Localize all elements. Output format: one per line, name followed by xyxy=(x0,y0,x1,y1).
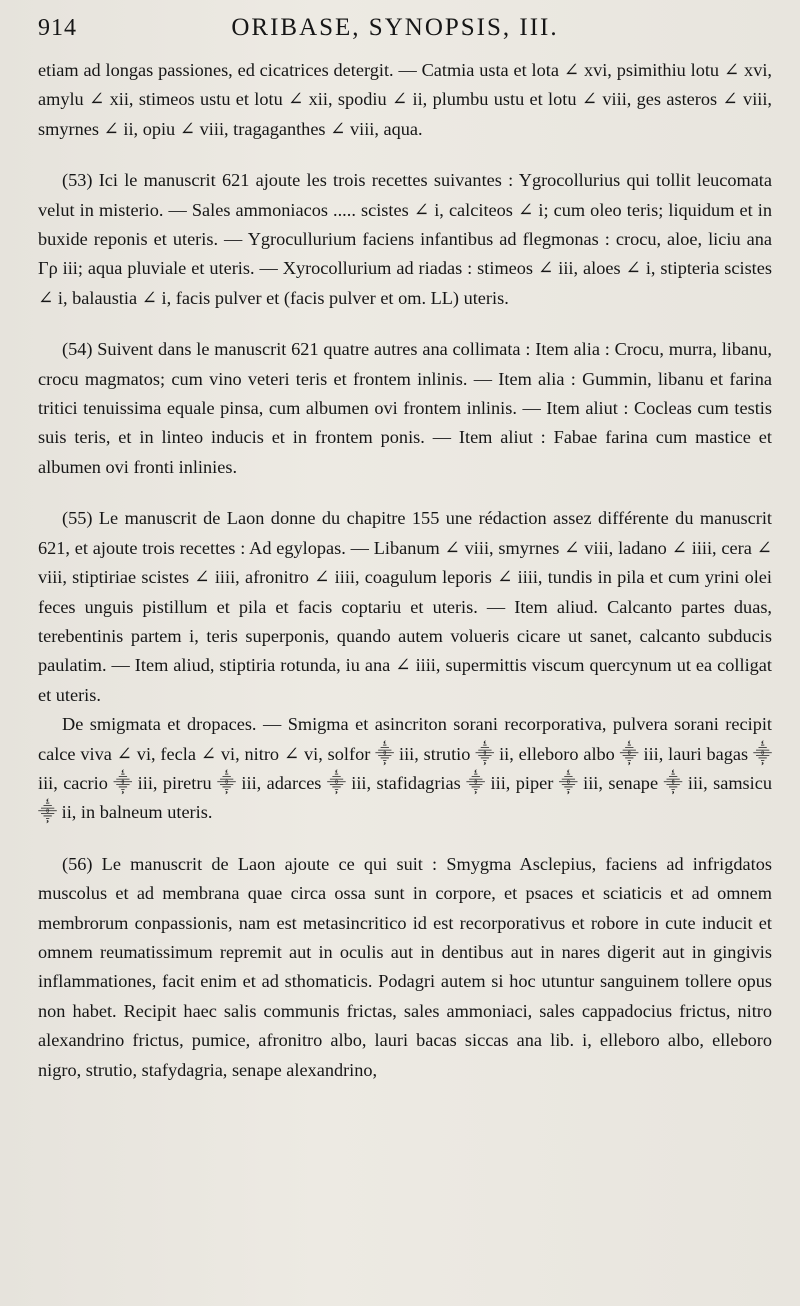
note-55: (55) Le manuscrit de Laon donne du chapitre 155 une rédaction assez différente du manuscrit 621, et ajoute trois recettes : Ad egylopas. — Libanum ∠ viii, smyrnes ∠ viii, ladano ∠ iiii, cera ∠ viii, stiptiriae scistes ∠ iiii, afronitro ∠ iiii, coagulum leporis ∠ iiii, tundis in pila et cum yrini olei feces unguis pistillum et pila et facis coptariu et uteris. — Item aliud. Calcanto partes duas, terebentinis partem i, teris superponis, quando autem volueris cicare ut sanet, calcanto subducis paulatim. — Item aliud, stiptiria rotunda, iu ana ∠ iiii, supermittis viscum quercynum ut ea colligat et uteris. xyxy=(38,508,772,705)
page-number: 914 xyxy=(38,15,77,41)
note-53: (53) Ici le manuscrit 621 ajoute les trois recettes suivantes : Ygrocollurius qui tollit leucomata velut in misterio. — Sales ammoniacos ..... scistes ∠ i, calciteos ∠ i; cum oleo teris; liquidum et in buxide reponis et uteris. — Ygrocullurium faciens infantibus ad flegmonas : crocu, aloe, liciu ana Γρ iii; aqua pluviale et uteris. — Xyrocollurium ad riadas : stimeos ∠ iii, aloes ∠ i, stipteria scistes ∠ i, balaustia ∠ i, facis pulver et (facis pulver et om. LL) uteris. xyxy=(38,170,772,308)
paragraph-continuation: etiam ad longas passiones, ed cicatrices detergit. — Catmia usta et lota ∠ xvi, psimithiu lotu ∠ xvi, amylu ∠ xii, stimeos ustu et lotu ∠ xii, spodiu ∠ ii, plumbu ustu et lotu ∠ viii, ges asteros ∠ viii, smyrnes ∠ ii, opiu ∠ viii, tragaganthes ∠ viii, aqua. xyxy=(38,60,772,139)
page-header xyxy=(38,14,772,56)
note-54: (54) Suivent dans le manuscrit 621 quatre autres ana collimata : Item alia : Crocu, murra, libanu, crocu magmatos; cum vino veteri teris et frontem inlinis. — Item alia : Gummin, libanu et farina tritici tenuissima equale pinsa, cum albumen ovi frontem inlinis. — Item aliut : Cocleas cum testis suis teris, et in linteo inducis et in frontem ponis. — Item aliut : Fabae farina cum mastice et albumen ovi fronti inlinies. xyxy=(38,339,772,477)
note-55-smigmata: De smigmata et dropaces. — Smigma et asincriton sorani recorporativa, pulvera sorani recipit calce viva ∠ vi, fecla ∠ vi, nitro ∠ vi, solfor ⸎ iii, strutio ⸎ ii, elleboro albo ⸎ iii, lauri bagas ⸎ iii, cacrio ⸎ iii, piretru ⸎ iii, adarces ⸎ iii, stafidagrias ⸎ iii, piper ⸎ iii, senape ⸎ iii, samsicu ⸎ ii, in balneum uteris. xyxy=(38,714,772,823)
body-text xyxy=(38,56,772,1085)
note-56: (56) Le manuscrit de Laon ajoute ce qui suit : Smygma Asclepius, faciens ad infrigdatos muscolus et ad membrana quae circa ossa sunt in corpore, et psaces et sciaticis et ad omnem membrorum conpassionis, nam est metasincritico id est recorporativus et robore in cute inducit et omnem reumatissimum repremit aut in oculis aut in dentibus aut in nares digerit aut in gingivis inflammationes, facit enim et ad sthomaticis. Podagri autem si hoc utuntur sanguinem tollere opus non habet. Recipit haec salis communis frictas, sales ammoniaci, sales cappadocius frictus, nitro alexandrino frictus, pumice, afronitro albo, lauri bacas siccas ana lib. i, elleboro albo, elleboro nigro, strutio, stafydagria, senape alexandrino, xyxy=(38,853,772,1080)
running-title: ORIBASE, SYNOPSIS, III. xyxy=(231,14,559,41)
